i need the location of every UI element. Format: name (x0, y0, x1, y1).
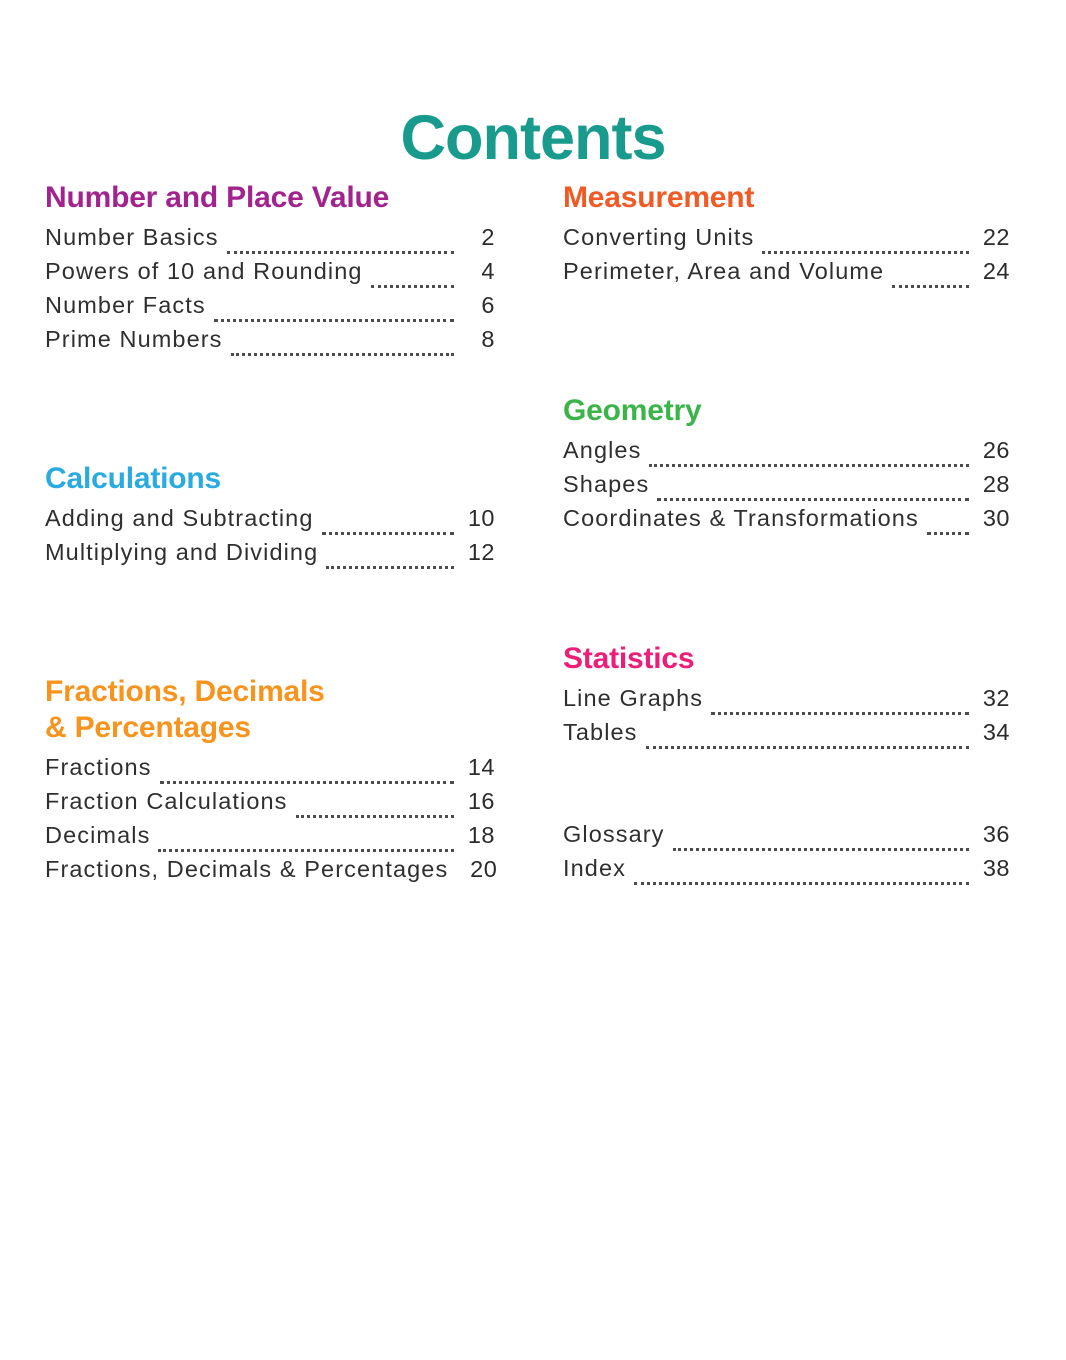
toc-entry (45, 818, 495, 852)
dot-leader (711, 685, 969, 715)
dot-leader (231, 326, 454, 356)
dot-leader (160, 754, 454, 784)
section-heading: Statistics (563, 642, 695, 675)
toc-entry-page: 28 (982, 471, 1010, 497)
dot-leader (214, 292, 454, 322)
dot-leader (657, 471, 969, 501)
toc-entry-title: Line Graphs (563, 685, 704, 711)
dot-leader (296, 788, 454, 818)
toc-entry (45, 288, 495, 322)
dot-leader (927, 505, 969, 535)
toc-entry-page: 8 (481, 326, 495, 352)
toc-entry-page: 20 (470, 856, 498, 882)
dot-leader (326, 539, 454, 569)
dot-leader (634, 855, 969, 885)
toc-entry-page: 38 (982, 855, 1010, 881)
toc-entry-title: Fractions (45, 754, 152, 780)
toc-entry (45, 784, 495, 818)
toc-entry (45, 220, 495, 254)
toc-entry-page: 4 (481, 258, 495, 284)
toc-entry-title: Coordinates & Transformations (563, 505, 919, 531)
toc-entry-title: Tables (563, 719, 638, 745)
section-back-matter (563, 817, 1010, 885)
section-heading: Measurement (563, 181, 755, 214)
dot-leader (673, 821, 969, 851)
toc-entry-title: Angles (563, 437, 642, 463)
toc-entry (563, 501, 1010, 535)
toc-entry-page: 14 (467, 754, 495, 780)
toc-entry (45, 750, 495, 784)
toc-entry-title: Fractions, Decimals & Percentages (45, 856, 449, 882)
toc-entry-title: Adding and Subtracting (45, 505, 314, 531)
section-heading (45, 674, 495, 746)
toc-entry (563, 715, 1010, 749)
section-heading-line2: & Percentages (45, 711, 251, 744)
toc-entry-title: Index (563, 855, 626, 881)
section-heading: Calculations (45, 462, 221, 495)
section-heading-line1: Fractions, Decimals (45, 675, 325, 708)
toc-entry-title: Number Basics (45, 224, 219, 250)
toc-entry-title: Number Facts (45, 292, 206, 318)
toc-entry (45, 322, 495, 356)
toc-entry-title: Multiplying and Dividing (45, 539, 319, 565)
toc-entry-title: Perimeter, Area and Volume (563, 258, 885, 284)
toc-entry (563, 681, 1010, 715)
dot-leader (158, 822, 454, 852)
toc-entry (45, 501, 495, 535)
toc-entry-page: 6 (481, 292, 495, 318)
section-fractions-decimals-percentages (45, 674, 498, 886)
dot-leader (762, 224, 969, 254)
page-title: Contents (400, 103, 666, 174)
toc-entry-title: Decimals (45, 822, 151, 848)
toc-entry-title: Glossary (563, 821, 665, 847)
toc-entry-page: 30 (982, 505, 1010, 531)
toc-entry-page: 2 (481, 224, 495, 250)
section-number-and-place-value (45, 180, 495, 356)
toc-entry (563, 220, 1010, 254)
toc-entry-page: 10 (467, 505, 495, 531)
toc-entry (563, 433, 1010, 467)
toc-entry-title: Prime Numbers (45, 326, 223, 352)
toc-entry-page: 12 (467, 539, 495, 565)
toc-entry-page: 18 (467, 822, 495, 848)
toc-entry (563, 817, 1010, 851)
toc-entry-title: Powers of 10 and Rounding (45, 258, 363, 284)
toc-entry-title: Converting Units (563, 224, 755, 250)
dot-leader (322, 505, 454, 535)
toc-entry (45, 535, 495, 569)
toc-entry-page: 34 (982, 719, 1010, 745)
section-measurement (563, 180, 1010, 288)
toc-entry-page: 22 (982, 224, 1010, 250)
dot-leader (371, 258, 454, 288)
section-heading: Number and Place Value (45, 181, 390, 214)
toc-entry-page: 32 (982, 685, 1010, 711)
dot-leader (646, 719, 969, 749)
toc-entry (563, 851, 1010, 885)
toc-entry-page: 36 (982, 821, 1010, 847)
toc-entry-page: 26 (982, 437, 1010, 463)
toc-entry (45, 852, 498, 886)
toc-entry-page: 16 (467, 788, 495, 814)
toc-entry (563, 467, 1010, 501)
dot-leader (649, 437, 969, 467)
section-statistics (563, 641, 1010, 749)
section-calculations (45, 461, 495, 569)
section-geometry (563, 393, 1010, 535)
dot-leader (892, 258, 969, 288)
toc-entry-title: Fraction Calculations (45, 788, 288, 814)
section-heading: Geometry (563, 394, 702, 427)
toc-entry-page: 24 (982, 258, 1010, 284)
toc-entry (45, 254, 495, 288)
toc-entry (563, 254, 1010, 288)
toc-entry-title: Shapes (563, 471, 650, 497)
dot-leader (227, 224, 454, 254)
